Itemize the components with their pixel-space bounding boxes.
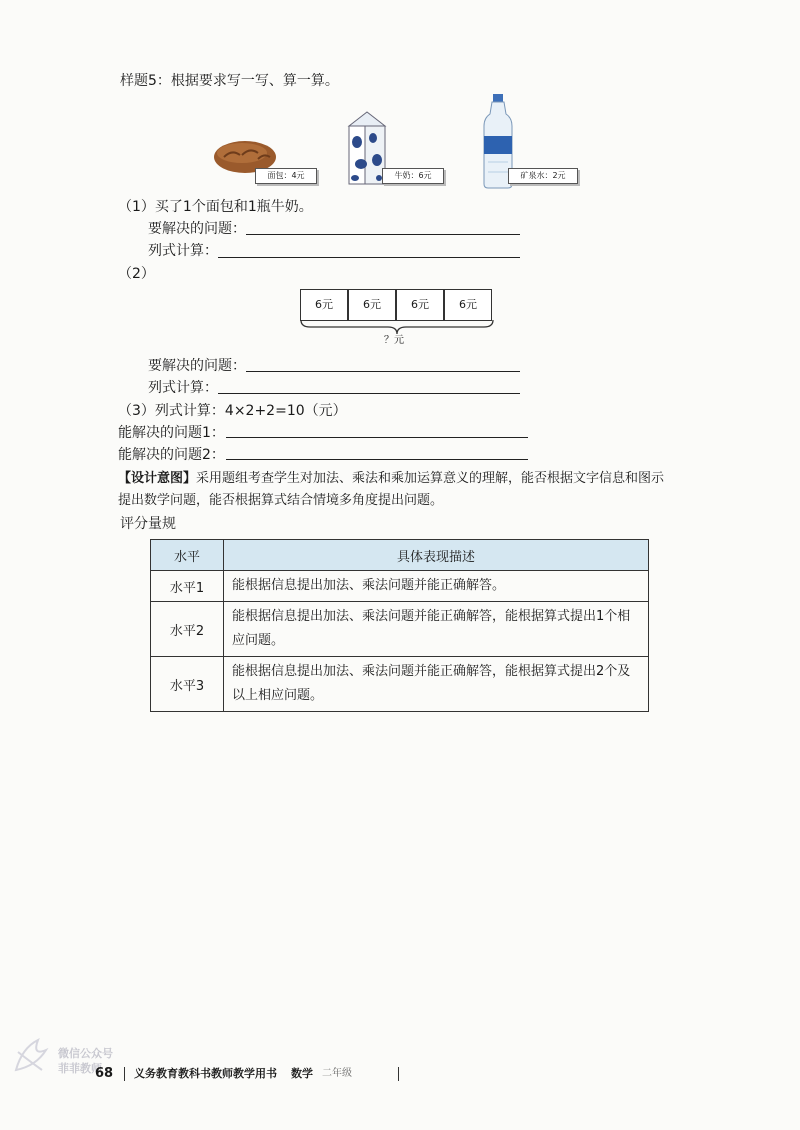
price-box: 6元 [444, 289, 492, 321]
page-number: 68 [95, 1066, 114, 1081]
q2-label: （2） [118, 266, 155, 282]
header-description: 具体表现描述 [224, 540, 649, 571]
level-cell: 水平2 [151, 602, 224, 657]
milk-price-tag: 牛奶：6元 [382, 168, 444, 184]
watermark-logo-icon [8, 1030, 58, 1080]
q1-problem-label: 要解决的问题： [148, 221, 246, 237]
description-cell: 能根据信息提出加法、乘法问题并能正确解答，能根据算式提出2个及以上相应问题。 [224, 657, 649, 712]
description-cell: 能根据信息提出加法、乘法问题并能正确解答，能根据算式提出1个相应问题。 [224, 602, 649, 657]
q1-problem-line[interactable] [246, 234, 520, 235]
q1-calc-label: 列式计算： [148, 243, 218, 259]
sample-title: 样题5：根据要求写一写、算一算。 [120, 73, 339, 89]
q2-calc-line[interactable] [218, 393, 520, 394]
level-cell: 水平1 [151, 571, 224, 602]
total-unknown: ？元 [384, 335, 404, 346]
rubric-table [150, 539, 649, 712]
q2-problem-line[interactable] [246, 371, 520, 372]
footer-subject: 数学 [291, 1067, 313, 1080]
q1-label: （1）买了1个面包和1瓶牛奶。 [118, 199, 313, 215]
water-price-tag: 矿泉水：2元 [508, 168, 578, 184]
q3-label: （3）列式计算：4×2+2=10（元） [118, 403, 347, 419]
table-header-row [151, 540, 649, 571]
footer-book-title: 义务教育教科书教师教学用书 [134, 1067, 277, 1080]
price-box: 6元 [396, 289, 444, 321]
q3-prob2-line[interactable] [226, 459, 528, 460]
table-row [151, 602, 649, 657]
header-level: 水平 [151, 540, 224, 571]
q3-prob1-label: 能解决的问题1： [118, 425, 225, 441]
footer-divider-end [398, 1067, 399, 1081]
design-intent-line1 [118, 469, 664, 489]
table-row [151, 571, 649, 602]
watermark-line1: 微信公众号 [58, 1047, 113, 1060]
design-intent-text1: 采用题组考查学生对加法、乘法和乘加运算意义的理解，能否根据文字信息和图示 [196, 471, 665, 486]
footer-grade: 二年级 [322, 1068, 352, 1079]
goods-illustration [210, 90, 610, 195]
price-box: 6元 [300, 289, 348, 321]
level-cell: 水平3 [151, 657, 224, 712]
bread-price-tag: 面包：4元 [255, 168, 317, 184]
description-cell: 能根据信息提出加法、乘法问题并能正确解答。 [224, 571, 649, 602]
footer-divider [124, 1067, 125, 1081]
rubric-title: 评分量规 [120, 516, 176, 532]
design-intent-heading: 【设计意图】 [118, 471, 197, 486]
q3-prob1-line[interactable] [226, 437, 528, 438]
q2-calc-label: 列式计算： [148, 380, 218, 396]
price-box: 6元 [348, 289, 396, 321]
design-intent-text2: 提出数学问题，能否根据算式结合情境多角度提出问题。 [118, 493, 444, 508]
table-row [151, 657, 649, 712]
q2-problem-label: 要解决的问题： [148, 358, 246, 374]
q1-calc-line[interactable] [218, 257, 520, 258]
q3-prob2-label: 能解决的问题2： [118, 447, 225, 463]
watermark-line2: 菲菲教师 [58, 1062, 102, 1075]
